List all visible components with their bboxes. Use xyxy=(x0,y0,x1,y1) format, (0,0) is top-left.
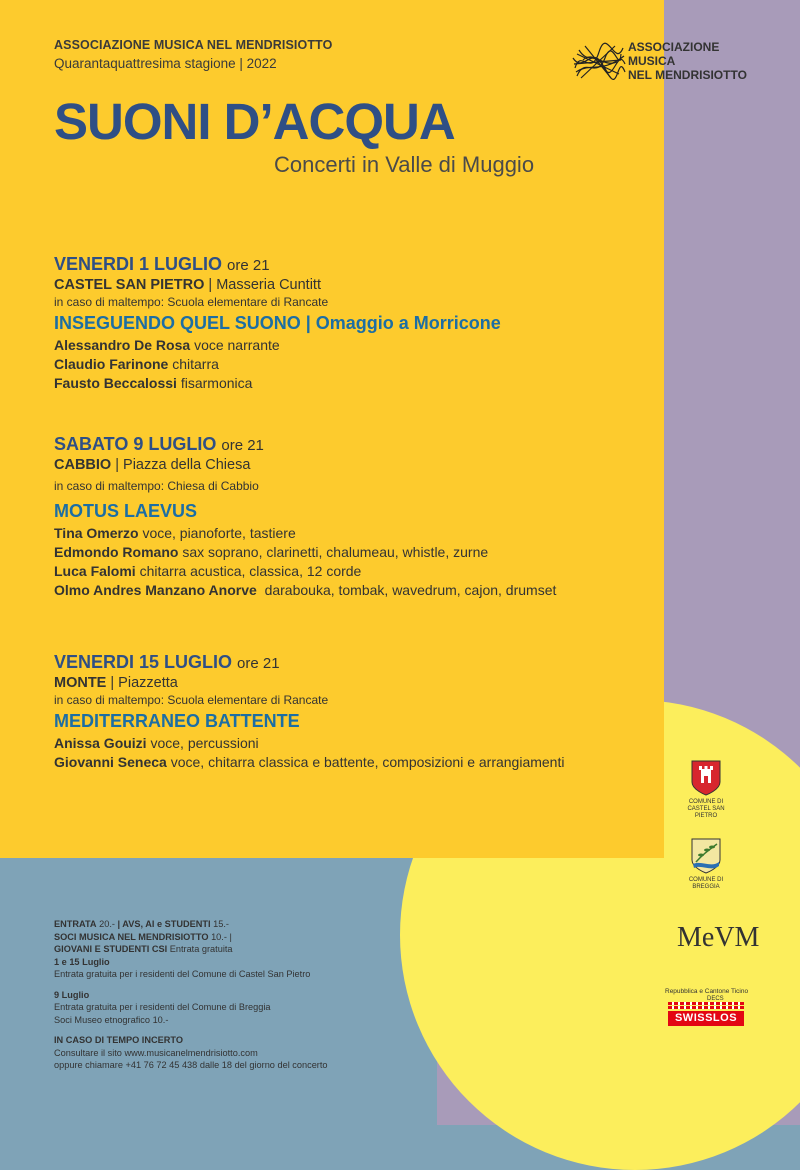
performer: Tina Omerzo voce, pianoforte, tastiere xyxy=(54,525,296,541)
event-place: MONTE | Piazzetta xyxy=(54,675,178,691)
event-time: ore 21 xyxy=(221,437,264,454)
performer: Luca Falomi chitarra acustica, classica, 12 corde xyxy=(54,563,362,579)
season: Quarantaquattresima stagione | 2022 xyxy=(54,56,277,71)
event-show-title: MOTUS LAEVUS xyxy=(54,501,198,521)
performer: Fausto Beccalossi fisarmonica xyxy=(54,375,253,391)
page-title: SUONI D’ACQUA xyxy=(54,93,455,150)
performer: Edmondo Romano sax soprano, clarinetti, chalumeau, whistle, zurne xyxy=(54,544,489,560)
performer: Olmo Andres Manzano Anorve darabouka, tombak, wavedrum, cajon, drumset xyxy=(54,582,557,598)
logo-text xyxy=(628,40,747,82)
page-subtitle: Concerti in Valle di Muggio xyxy=(274,152,535,177)
olive-crest-icon xyxy=(691,838,721,874)
event-bad-weather: in caso di maltempo: Chiesa di Cabbio xyxy=(54,479,259,493)
event-bad-weather: in caso di maltempo: Scuola elementare di Rancate xyxy=(54,295,329,309)
event-place: CASTEL SAN PIETRO | Masseria Cuntitt xyxy=(54,277,321,293)
event-time: ore 21 xyxy=(227,257,270,274)
breggia-crest: COMUNE DI BREGGIA xyxy=(686,838,726,891)
event-place: CABBIO | Piazza della Chiesa xyxy=(54,457,251,473)
performer: Alessandro De Rosa voce narrante xyxy=(54,337,280,353)
ticket-info: ENTRATA 20.- | AVS, AI e STUDENTI 15.- SOCI MUSICA NEL MENDRISIOTTO 10.- | GIOVANI E STUDENTI CSI Entrata gratuita 1 e 15 Luglio Entrata gratuita per i residenti del Comune di Castel San Pietro 9 Luglio Entrata gratuita per i residenti del Comune di Breggia Soci Museo etnografico 10.- IN CASO DI TEMPO INCERTO Consultare il sito www.musicanelmendrisiotto.com oppure chiamare +41 76 72 45 438 dalle 18 del giorno del concerto xyxy=(54,919,328,1070)
swisslos-logo: SWISSLOS xyxy=(668,1011,744,1026)
event-date: SABATO 9 LUGLIO ore 21 xyxy=(54,434,264,454)
castle-crest-icon xyxy=(691,760,721,796)
event-bad-weather: in caso di maltempo: Scuola elementare di Rancate xyxy=(54,693,329,707)
castel-san-pietro-crest: COMUNE DI CASTEL SAN PIETRO xyxy=(686,760,726,820)
event-show-title: MEDITERRANEO BATTENTE xyxy=(54,711,300,731)
performer: Giovanni Seneca voce, chitarra classica e battente, composizioni e arrangiamenti xyxy=(54,754,565,770)
event-2 xyxy=(54,434,556,598)
event-time: ore 21 xyxy=(237,655,280,672)
performer: Anissa Gouizi voce, percussioni xyxy=(54,735,259,751)
mvm-logo: MeVM xyxy=(677,922,760,953)
logo-line-2: MUSICA xyxy=(628,54,676,68)
org-name: ASSOCIAZIONE MUSICA NEL MENDRISIOTTO xyxy=(54,38,333,52)
repubblica-label: Repubblica e Cantone Ticino xyxy=(665,988,749,995)
swisslos-stripe xyxy=(668,1002,744,1005)
event-date: VENERDI 15 LUGLIO ore 21 xyxy=(54,652,280,672)
event-1 xyxy=(54,254,501,391)
performer: Claudio Farinone chitarra xyxy=(54,356,219,372)
event-show-title: INSEGUENDO QUEL SUONO | Omaggio a Morricone xyxy=(54,313,501,333)
event-3 xyxy=(54,652,564,770)
scribble-logo-icon xyxy=(571,38,627,89)
event-date: VENERDI 1 LUGLIO ore 21 xyxy=(54,254,270,274)
swisslos-stripe xyxy=(668,1006,744,1009)
logo-line-3: NEL MENDRISIOTTO xyxy=(628,68,747,82)
logo-line-1: ASSOCIAZIONE xyxy=(628,40,720,54)
decs-label: DECS xyxy=(707,996,724,1002)
